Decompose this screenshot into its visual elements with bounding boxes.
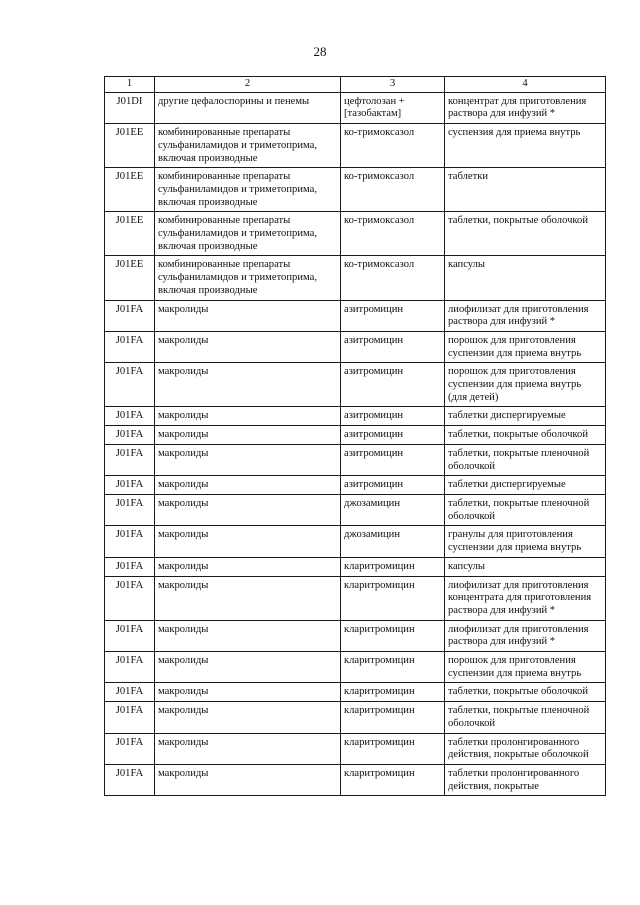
drug-group-cell: макролиды: [155, 526, 341, 557]
table-row: [105, 620, 606, 651]
drug-group-cell: макролиды: [155, 407, 341, 426]
drug-group-cell: макролиды: [155, 300, 341, 331]
dosage-form-cell: таблетки, покрытые оболочкой: [445, 212, 606, 256]
drug-group-cell: макролиды: [155, 476, 341, 495]
column-header: 4: [445, 77, 606, 93]
dosage-form-cell: гранулы для приготовления суспензии для приема внутрь: [445, 526, 606, 557]
drug-name-cell: азитромицин: [341, 444, 445, 475]
drug-group-cell: комбинированные препараты сульфаниламидов и триметоприма, включая производные: [155, 212, 341, 256]
drug-name-cell: кларитромицин: [341, 557, 445, 576]
table-row: [105, 526, 606, 557]
table-row: [105, 168, 606, 212]
dosage-form-cell: таблетки, покрытые оболочкой: [445, 683, 606, 702]
atc-code-cell: J01FA: [105, 331, 155, 362]
dosage-form-cell: таблетки, покрытые оболочкой: [445, 426, 606, 445]
drug-group-cell: макролиды: [155, 683, 341, 702]
atc-code-cell: J01FA: [105, 683, 155, 702]
atc-code-cell: J01FA: [105, 764, 155, 795]
drug-group-cell: макролиды: [155, 363, 341, 407]
table-row: [105, 683, 606, 702]
dosage-form-cell: лиофилизат для приготовления раствора для инфузий *: [445, 300, 606, 331]
table-row: [105, 300, 606, 331]
atc-code-cell: J01FA: [105, 407, 155, 426]
drug-group-cell: макролиды: [155, 426, 341, 445]
atc-code-cell: J01FA: [105, 576, 155, 620]
dosage-form-cell: порошок для приготовления суспензии для приема внутрь (для детей): [445, 363, 606, 407]
drug-group-cell: макролиды: [155, 557, 341, 576]
drug-name-cell: ко-тримоксазол: [341, 212, 445, 256]
table-row: [105, 331, 606, 362]
drug-name-cell: кларитромицин: [341, 652, 445, 683]
drug-group-cell: макролиды: [155, 331, 341, 362]
table-row: [105, 426, 606, 445]
drug-name-cell: азитромицин: [341, 407, 445, 426]
atc-code-cell: J01FA: [105, 526, 155, 557]
atc-code-cell: J01FA: [105, 476, 155, 495]
atc-code-cell: J01DI: [105, 92, 155, 123]
table-row: [105, 733, 606, 764]
dosage-form-cell: таблетки диспергируемые: [445, 476, 606, 495]
drug-group-cell: макролиды: [155, 764, 341, 795]
drug-group-cell: макролиды: [155, 652, 341, 683]
dosage-form-cell: таблетки, покрытые пленочной оболочкой: [445, 702, 606, 733]
atc-code-cell: J01FA: [105, 426, 155, 445]
drug-group-cell: комбинированные препараты сульфаниламидов и триметоприма, включая производные: [155, 256, 341, 300]
table-row: [105, 124, 606, 168]
atc-code-cell: J01FA: [105, 620, 155, 651]
drug-group-cell: комбинированные препараты сульфаниламидов и триметоприма, включая производные: [155, 124, 341, 168]
drug-name-cell: азитромицин: [341, 331, 445, 362]
drug-name-cell: азитромицин: [341, 363, 445, 407]
drug-name-cell: ко-тримоксазол: [341, 256, 445, 300]
atc-code-cell: J01FA: [105, 444, 155, 475]
dosage-form-cell: таблетки, покрытые пленочной оболочкой: [445, 444, 606, 475]
drug-name-cell: ко-тримоксазол: [341, 124, 445, 168]
drug-name-cell: ко-тримоксазол: [341, 168, 445, 212]
drug-name-cell: кларитромицин: [341, 733, 445, 764]
table-body: [105, 92, 606, 796]
page-number: 28: [313, 44, 327, 59]
drug-name-cell: цефтолозан + [тазобактам]: [341, 92, 445, 123]
table-row: [105, 702, 606, 733]
column-header: 2: [155, 77, 341, 93]
drug-table: [104, 76, 606, 796]
drug-name-cell: кларитромицин: [341, 620, 445, 651]
drug-name-cell: кларитромицин: [341, 683, 445, 702]
table-row: [105, 444, 606, 475]
dosage-form-cell: лиофилизат для приготовления концентрата для приготовления раствора для инфузий *: [445, 576, 606, 620]
drug-name-cell: кларитромицин: [341, 702, 445, 733]
atc-code-cell: J01FA: [105, 733, 155, 764]
column-header: 3: [341, 77, 445, 93]
drug-name-cell: азитромицин: [341, 300, 445, 331]
dosage-form-cell: порошок для приготовления суспензии для приема внутрь: [445, 331, 606, 362]
table-row: [105, 494, 606, 525]
drug-name-cell: кларитромицин: [341, 764, 445, 795]
dosage-form-cell: таблетки диспергируемые: [445, 407, 606, 426]
drug-name-cell: азитромицин: [341, 476, 445, 495]
drug-group-cell: макролиды: [155, 620, 341, 651]
drug-group-cell: макролиды: [155, 702, 341, 733]
dosage-form-cell: концентрат для приготовления раствора для инфузий *: [445, 92, 606, 123]
atc-code-cell: J01FA: [105, 702, 155, 733]
atc-code-cell: J01EE: [105, 256, 155, 300]
dosage-form-cell: таблетки: [445, 168, 606, 212]
dosage-form-cell: капсулы: [445, 256, 606, 300]
atc-code-cell: J01EE: [105, 124, 155, 168]
atc-code-cell: J01EE: [105, 168, 155, 212]
dosage-form-cell: лиофилизат для приготовления раствора для инфузий *: [445, 620, 606, 651]
table-row: [105, 764, 606, 795]
table-row: [105, 256, 606, 300]
drug-group-cell: макролиды: [155, 444, 341, 475]
dosage-form-cell: таблетки, покрытые пленочной оболочкой: [445, 494, 606, 525]
table-row: [105, 212, 606, 256]
table-row: [105, 476, 606, 495]
dosage-form-cell: капсулы: [445, 557, 606, 576]
atc-code-cell: J01FA: [105, 363, 155, 407]
table-row: [105, 576, 606, 620]
drug-group-cell: макролиды: [155, 733, 341, 764]
column-header: 1: [105, 77, 155, 93]
drug-name-cell: джозамицин: [341, 494, 445, 525]
table-row: [105, 557, 606, 576]
drug-group-cell: комбинированные препараты сульфаниламидов и триметоприма, включая производные: [155, 168, 341, 212]
drug-name-cell: кларитромицин: [341, 576, 445, 620]
drug-name-cell: азитромицин: [341, 426, 445, 445]
atc-code-cell: J01EE: [105, 212, 155, 256]
drug-group-cell: другие цефалоспорины и пенемы: [155, 92, 341, 123]
table-row: [105, 363, 606, 407]
dosage-form-cell: суспензия для приема внутрь: [445, 124, 606, 168]
atc-code-cell: J01FA: [105, 652, 155, 683]
table-row: [105, 92, 606, 123]
dosage-form-cell: порошок для приготовления суспензии для приема внутрь: [445, 652, 606, 683]
drug-group-cell: макролиды: [155, 494, 341, 525]
atc-code-cell: J01FA: [105, 300, 155, 331]
table-row: [105, 407, 606, 426]
drug-name-cell: джозамицин: [341, 526, 445, 557]
drug-group-cell: макролиды: [155, 576, 341, 620]
table-row: [105, 652, 606, 683]
atc-code-cell: J01FA: [105, 494, 155, 525]
dosage-form-cell: таблетки пролонгированного действия, покрытые оболочкой: [445, 733, 606, 764]
table-header-row: [105, 77, 606, 93]
dosage-form-cell: таблетки пролонгированного действия, покрытые: [445, 764, 606, 795]
atc-code-cell: J01FA: [105, 557, 155, 576]
